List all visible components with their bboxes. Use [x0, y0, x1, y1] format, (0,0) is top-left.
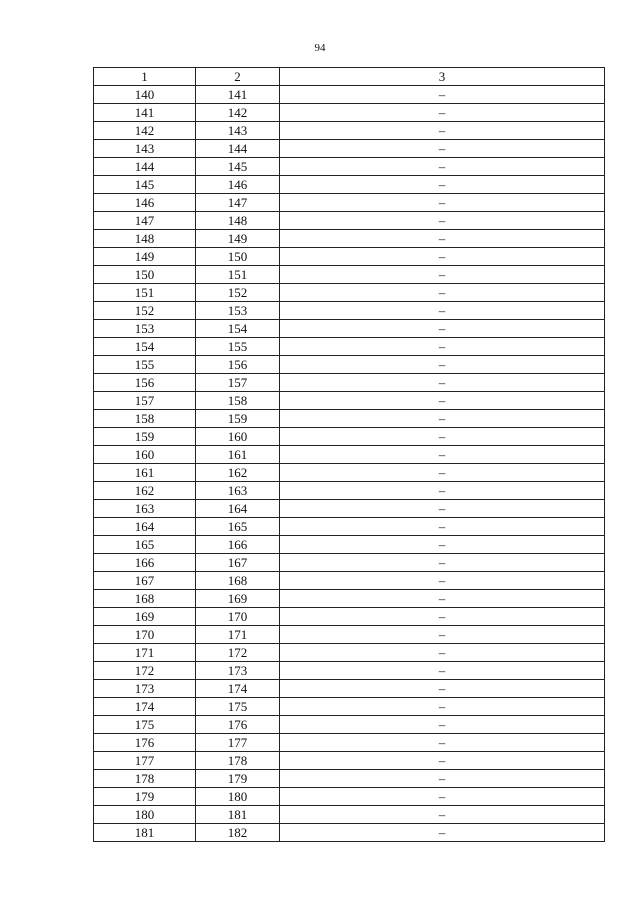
- table-cell-col-1: 172: [94, 662, 196, 680]
- table-cell-col-3: –: [280, 788, 605, 806]
- table-cell-col-3: –: [280, 338, 605, 356]
- table-row: [94, 626, 605, 644]
- table-row: [94, 536, 605, 554]
- table-cell-col-3: –: [280, 428, 605, 446]
- table-cell-col-2: 147: [196, 194, 280, 212]
- table-cell-col-3: –: [280, 644, 605, 662]
- table-row: [94, 176, 605, 194]
- table-cell-col-3: –: [280, 266, 605, 284]
- table-cell-col-2: 150: [196, 248, 280, 266]
- table-cell-col-2: 164: [196, 500, 280, 518]
- table-cell-col-2: 180: [196, 788, 280, 806]
- table-cell-col-1: 168: [94, 590, 196, 608]
- table-row: [94, 590, 605, 608]
- table-row: [94, 194, 605, 212]
- table-cell-col-3: –: [280, 86, 605, 104]
- table-row: [94, 104, 605, 122]
- column-header-1: 1: [94, 68, 196, 86]
- table-cell-col-1: 160: [94, 446, 196, 464]
- table-cell-col-2: 182: [196, 824, 280, 842]
- table-cell-col-3: –: [280, 590, 605, 608]
- table-cell-col-2: 171: [196, 626, 280, 644]
- table-cell-col-1: 177: [94, 752, 196, 770]
- table-cell-col-2: 157: [196, 374, 280, 392]
- table-cell-col-1: 150: [94, 266, 196, 284]
- table-row: [94, 464, 605, 482]
- table-row: [94, 500, 605, 518]
- table-header-row: [94, 68, 605, 86]
- table-row: [94, 644, 605, 662]
- table-cell-col-2: 143: [196, 122, 280, 140]
- table-cell-col-2: 144: [196, 140, 280, 158]
- table-cell-col-2: 152: [196, 284, 280, 302]
- table-cell-col-1: 158: [94, 410, 196, 428]
- table-cell-col-1: 180: [94, 806, 196, 824]
- table-body: [94, 86, 605, 842]
- table-row: [94, 392, 605, 410]
- table-cell-col-1: 143: [94, 140, 196, 158]
- table-cell-col-3: –: [280, 824, 605, 842]
- table-cell-col-3: –: [280, 464, 605, 482]
- table-cell-col-2: 141: [196, 86, 280, 104]
- table-cell-col-2: 179: [196, 770, 280, 788]
- table-cell-col-3: –: [280, 104, 605, 122]
- table-cell-col-1: 147: [94, 212, 196, 230]
- table-cell-col-2: 174: [196, 680, 280, 698]
- table-row: [94, 770, 605, 788]
- table-cell-col-3: –: [280, 536, 605, 554]
- table-row: [94, 320, 605, 338]
- table-cell-col-3: –: [280, 302, 605, 320]
- data-table: [93, 67, 605, 842]
- table-row: [94, 608, 605, 626]
- table-cell-col-1: 175: [94, 716, 196, 734]
- table-cell-col-3: –: [280, 806, 605, 824]
- table-cell-col-2: 161: [196, 446, 280, 464]
- table-cell-col-3: –: [280, 320, 605, 338]
- table-cell-col-1: 156: [94, 374, 196, 392]
- table-cell-col-3: –: [280, 554, 605, 572]
- table-cell-col-2: 173: [196, 662, 280, 680]
- table-cell-col-2: 181: [196, 806, 280, 824]
- table-cell-col-1: 179: [94, 788, 196, 806]
- table-cell-col-3: –: [280, 662, 605, 680]
- table-cell-col-3: –: [280, 572, 605, 590]
- table-row: [94, 752, 605, 770]
- table-cell-col-1: 155: [94, 356, 196, 374]
- table-row: [94, 554, 605, 572]
- table-row: [94, 302, 605, 320]
- table-cell-col-1: 176: [94, 734, 196, 752]
- table-row: [94, 248, 605, 266]
- table-cell-col-1: 151: [94, 284, 196, 302]
- table-cell-col-2: 167: [196, 554, 280, 572]
- table-cell-col-3: –: [280, 770, 605, 788]
- table-cell-col-1: 148: [94, 230, 196, 248]
- table-cell-col-3: –: [280, 248, 605, 266]
- table-row: [94, 734, 605, 752]
- table-cell-col-3: –: [280, 752, 605, 770]
- table-cell-col-3: –: [280, 446, 605, 464]
- table-cell-col-1: 145: [94, 176, 196, 194]
- table-cell-col-1: 157: [94, 392, 196, 410]
- table-cell-col-3: –: [280, 482, 605, 500]
- table-cell-col-1: 144: [94, 158, 196, 176]
- table-cell-col-1: 173: [94, 680, 196, 698]
- table-cell-col-2: 148: [196, 212, 280, 230]
- table-cell-col-1: 159: [94, 428, 196, 446]
- table-cell-col-1: 141: [94, 104, 196, 122]
- table-row: [94, 518, 605, 536]
- table-cell-col-3: –: [280, 176, 605, 194]
- table-cell-col-2: 176: [196, 716, 280, 734]
- table-cell-col-3: –: [280, 680, 605, 698]
- table-cell-col-1: 166: [94, 554, 196, 572]
- table-cell-col-2: 154: [196, 320, 280, 338]
- table-row: [94, 338, 605, 356]
- table-cell-col-1: 167: [94, 572, 196, 590]
- table-row: [94, 662, 605, 680]
- table-cell-col-3: –: [280, 122, 605, 140]
- table-cell-col-2: 142: [196, 104, 280, 122]
- table-cell-col-3: –: [280, 212, 605, 230]
- page-number: 94: [314, 42, 326, 54]
- table-cell-col-2: 177: [196, 734, 280, 752]
- table-cell-col-2: 169: [196, 590, 280, 608]
- table-cell-col-3: –: [280, 734, 605, 752]
- table-row: [94, 266, 605, 284]
- table-row: [94, 446, 605, 464]
- table-cell-col-3: –: [280, 518, 605, 536]
- table-row: [94, 122, 605, 140]
- table-cell-col-2: 160: [196, 428, 280, 446]
- table-row: [94, 824, 605, 842]
- table-cell-col-2: 175: [196, 698, 280, 716]
- table-cell-col-2: 170: [196, 608, 280, 626]
- table-cell-col-3: –: [280, 356, 605, 374]
- table-cell-col-3: –: [280, 230, 605, 248]
- table-cell-col-1: 161: [94, 464, 196, 482]
- table-cell-col-2: 166: [196, 536, 280, 554]
- table-cell-col-2: 151: [196, 266, 280, 284]
- table-cell-col-3: –: [280, 194, 605, 212]
- table-row: [94, 140, 605, 158]
- table-cell-col-1: 153: [94, 320, 196, 338]
- table-cell-col-3: –: [280, 140, 605, 158]
- table-cell-col-1: 146: [94, 194, 196, 212]
- table-cell-col-1: 154: [94, 338, 196, 356]
- table-cell-col-1: 169: [94, 608, 196, 626]
- table-row: [94, 680, 605, 698]
- table-cell-col-1: 149: [94, 248, 196, 266]
- table-cell-col-3: –: [280, 500, 605, 518]
- table-cell-col-2: 153: [196, 302, 280, 320]
- table-row: [94, 788, 605, 806]
- table-cell-col-2: 155: [196, 338, 280, 356]
- table-cell-col-1: 142: [94, 122, 196, 140]
- column-header-2: 2: [196, 68, 280, 86]
- table-cell-col-2: 163: [196, 482, 280, 500]
- table-cell-col-1: 152: [94, 302, 196, 320]
- data-table-container: [93, 67, 605, 842]
- table-cell-col-2: 145: [196, 158, 280, 176]
- table-cell-col-2: 156: [196, 356, 280, 374]
- table-cell-col-3: –: [280, 392, 605, 410]
- table-row: [94, 716, 605, 734]
- table-cell-col-2: 162: [196, 464, 280, 482]
- table-cell-col-2: 165: [196, 518, 280, 536]
- table-cell-col-1: 162: [94, 482, 196, 500]
- table-cell-col-1: 171: [94, 644, 196, 662]
- table-cell-col-3: –: [280, 608, 605, 626]
- table-cell-col-3: –: [280, 626, 605, 644]
- table-cell-col-1: 170: [94, 626, 196, 644]
- table-row: [94, 698, 605, 716]
- table-cell-col-3: –: [280, 698, 605, 716]
- table-row: [94, 482, 605, 500]
- table-cell-col-3: –: [280, 374, 605, 392]
- table-row: [94, 86, 605, 104]
- table-row: [94, 212, 605, 230]
- table-row: [94, 158, 605, 176]
- table-cell-col-2: 178: [196, 752, 280, 770]
- table-cell-col-1: 164: [94, 518, 196, 536]
- table-cell-col-3: –: [280, 410, 605, 428]
- table-cell-col-2: 149: [196, 230, 280, 248]
- table-row: [94, 806, 605, 824]
- table-cell-col-1: 140: [94, 86, 196, 104]
- table-cell-col-1: 174: [94, 698, 196, 716]
- table-cell-col-3: –: [280, 158, 605, 176]
- table-row: [94, 356, 605, 374]
- table-cell-col-2: 159: [196, 410, 280, 428]
- table-cell-col-1: 165: [94, 536, 196, 554]
- table-row: [94, 374, 605, 392]
- table-cell-col-2: 168: [196, 572, 280, 590]
- table-cell-col-1: 181: [94, 824, 196, 842]
- table-row: [94, 284, 605, 302]
- column-header-3: 3: [280, 68, 605, 86]
- table-cell-col-2: 146: [196, 176, 280, 194]
- table-cell-col-1: 163: [94, 500, 196, 518]
- table-row: [94, 428, 605, 446]
- table-cell-col-2: 172: [196, 644, 280, 662]
- table-row: [94, 230, 605, 248]
- table-cell-col-3: –: [280, 716, 605, 734]
- table-cell-col-1: 178: [94, 770, 196, 788]
- table-row: [94, 572, 605, 590]
- table-cell-col-3: –: [280, 284, 605, 302]
- table-row: [94, 410, 605, 428]
- table-cell-col-2: 158: [196, 392, 280, 410]
